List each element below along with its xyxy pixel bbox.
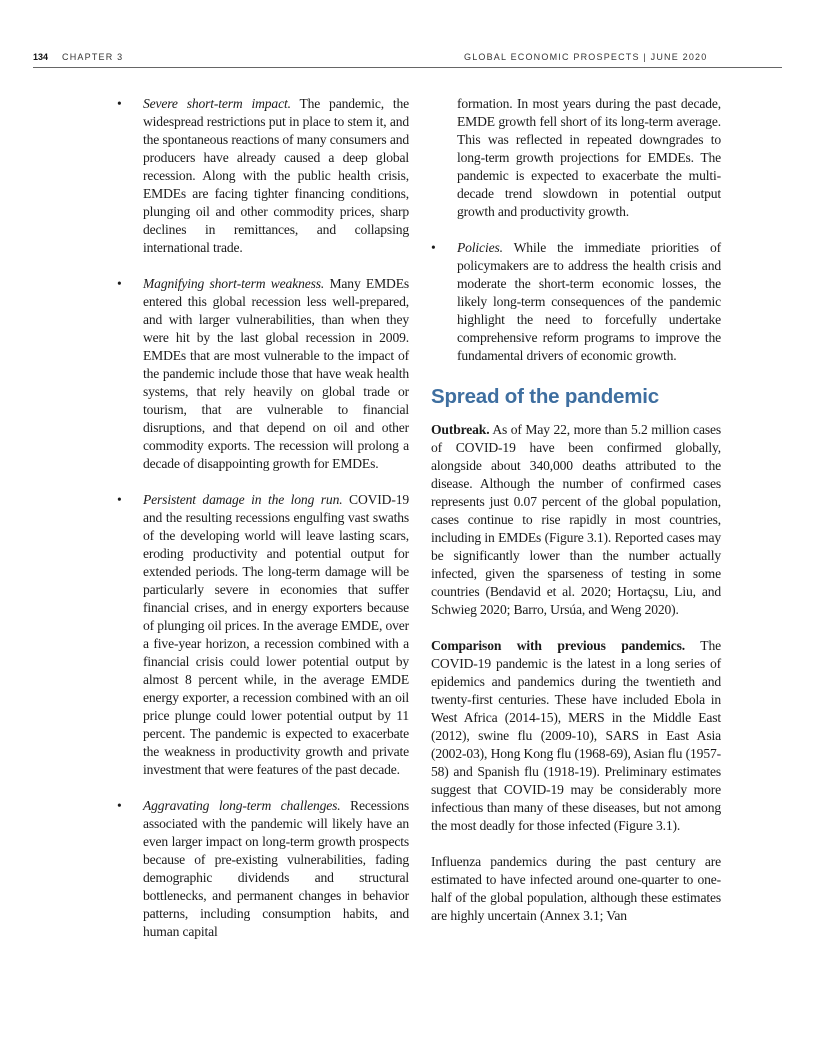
- paragraph: [431, 421, 721, 619]
- bullet-icon: •: [117, 798, 122, 813]
- right-column: [431, 95, 721, 943]
- bullet-item: [117, 275, 409, 473]
- bullet-text: COVID-19 and the resulting recessions engulfing vast swaths of the developing world will leave lasting scars, eroding productivity and potential output for extended periods. The long-term damage will be particularly severe in economies that suffer financial crises, and in energy exporters because of plunging oil prices. In the average EMDE, over a five-year horizon, a recession combined with a financial crisis could lower potential output by almost 8 percent while, in the average EMDE energy exporter, a recession combined with an oil price plunge could lower potential output by 11 percent. The pandemic is expected to exacerbate the weakness in productivity growth and private investment that were features of the past decade.: [143, 492, 409, 777]
- section-heading: Spread of the pandemic: [431, 385, 659, 408]
- paragraph-lead: Comparison with previous pandemics.: [431, 638, 686, 653]
- bullet-text: Many EMDEs entered this global recession less well-prepared, and with larger vulnerabilities, than when they were hit by the last global recession in 2009. EMDEs that are most vulnerable to the impact of the pandemic include those that have weak health systems, that rely heavily on global trade or tourism, that are vulnerable to financial disruptions, and that depend on oil and other commodity exports. The recession will prolong a decade of disappointing growth for EMDEs.: [143, 276, 409, 471]
- bullet-lead: Magnifying short-term weakness.: [143, 276, 325, 291]
- bullet-lead: Persistent damage in the long run.: [143, 492, 343, 507]
- bullet-item: [117, 95, 409, 257]
- paragraph-text: As of May 22, more than 5.2 million cases of COVID-19 have been confirmed globally, alongside about 340,000 deaths attributed to the disease. Although the number of confirmed cases represents just 0.07 percent of the global population, cases continue to rise rapidly in most countries, including in EMDEs (Figure 3.1). Reported cases may be significantly lower than the number actually infected, given the sparseness of testing in some countries (Bendavid et al. 2020; Hortaçsu, Liu, and Schwieg 2020; Barro, Ursúa, and Weng 2020).: [431, 422, 721, 617]
- bullet-icon: •: [117, 492, 122, 507]
- bullet-text: While the immediate priorities of policymakers are to address the health crisis and moderate the short-term economic losses, the likely long-term consequences of the pandemic highlight the need to forcefully undertake comprehensive reform programs to improve the fundamental drivers of economic growth.: [457, 240, 721, 363]
- chapter-label: CHAPTER 3: [62, 52, 124, 62]
- left-column: [117, 95, 409, 959]
- bullet-item: [117, 491, 409, 779]
- bullet-icon: •: [117, 96, 122, 111]
- bullet-item: [431, 239, 721, 365]
- running-header: [33, 52, 782, 68]
- bullet-lead: Severe short-term impact.: [143, 96, 291, 111]
- header-rule: [33, 67, 782, 68]
- paragraph-lead: Outbreak.: [431, 422, 490, 437]
- bullet-continuation: [431, 95, 721, 221]
- continuation-text: formation. In most years during the past decade, EMDE growth fell short of its long-term average. This was reflected in repeated downgrades to long-term growth projections for EMDEs. The pandemic is expected to exacerbate the multi-decade trend slowdown in potential output growth and productivity growth.: [457, 96, 721, 219]
- bullet-lead: Aggravating long-term challenges.: [143, 798, 341, 813]
- bullet-item: [117, 797, 409, 941]
- paragraph-text: Influenza pandemics during the past century are estimated to have infected around one-quarter to one-half of the global population, although these estimates are highly uncertain (Annex 3.1; Van: [431, 854, 721, 923]
- publication-title: GLOBAL ECONOMIC PROSPECTS | JUNE 2020: [464, 52, 708, 62]
- bullet-text: The pandemic, the widespread restrictions put in place to stem it, and the spontaneous reactions of many consumers and producers have already caused a deep global recession. Along with the public health crisis, EMDEs are facing tighter financing conditions, plunging oil and other commodity prices, sharp declines in remittances, and collapsing international trade.: [143, 96, 409, 255]
- bullet-text: Recessions associated with the pandemic will likely have an even larger impact on long-term growth prospects because of pre-existing vulnerabilities, fading demographic dividends and structural bottlenecks, and permanent changes in behavior patterns, including consumption habits, and human capital: [143, 798, 409, 939]
- bullet-icon: •: [431, 240, 436, 255]
- bullet-icon: •: [117, 276, 122, 291]
- page-number: 134: [33, 52, 49, 62]
- paragraph: [431, 853, 721, 925]
- paragraph: [431, 637, 721, 835]
- bullet-lead: Policies.: [457, 240, 503, 255]
- paragraph-text: The COVID-19 pandemic is the latest in a long series of epidemics and pandemics during the twentieth and twenty-first centuries. These have included Ebola in West Africa (2014-15), MERS in the Middle East (2012), swine flu (2009-10), SARS in East Asia (2002-03), Hong Kong flu (1968-69), Asian flu (1957-58) and Spanish flu (1918-19). Preliminary estimates suggest that COVID-19 may be considerably more infectious than many of these diseases, but not among the most deadly for those infected (Figure 3.1).: [431, 638, 721, 833]
